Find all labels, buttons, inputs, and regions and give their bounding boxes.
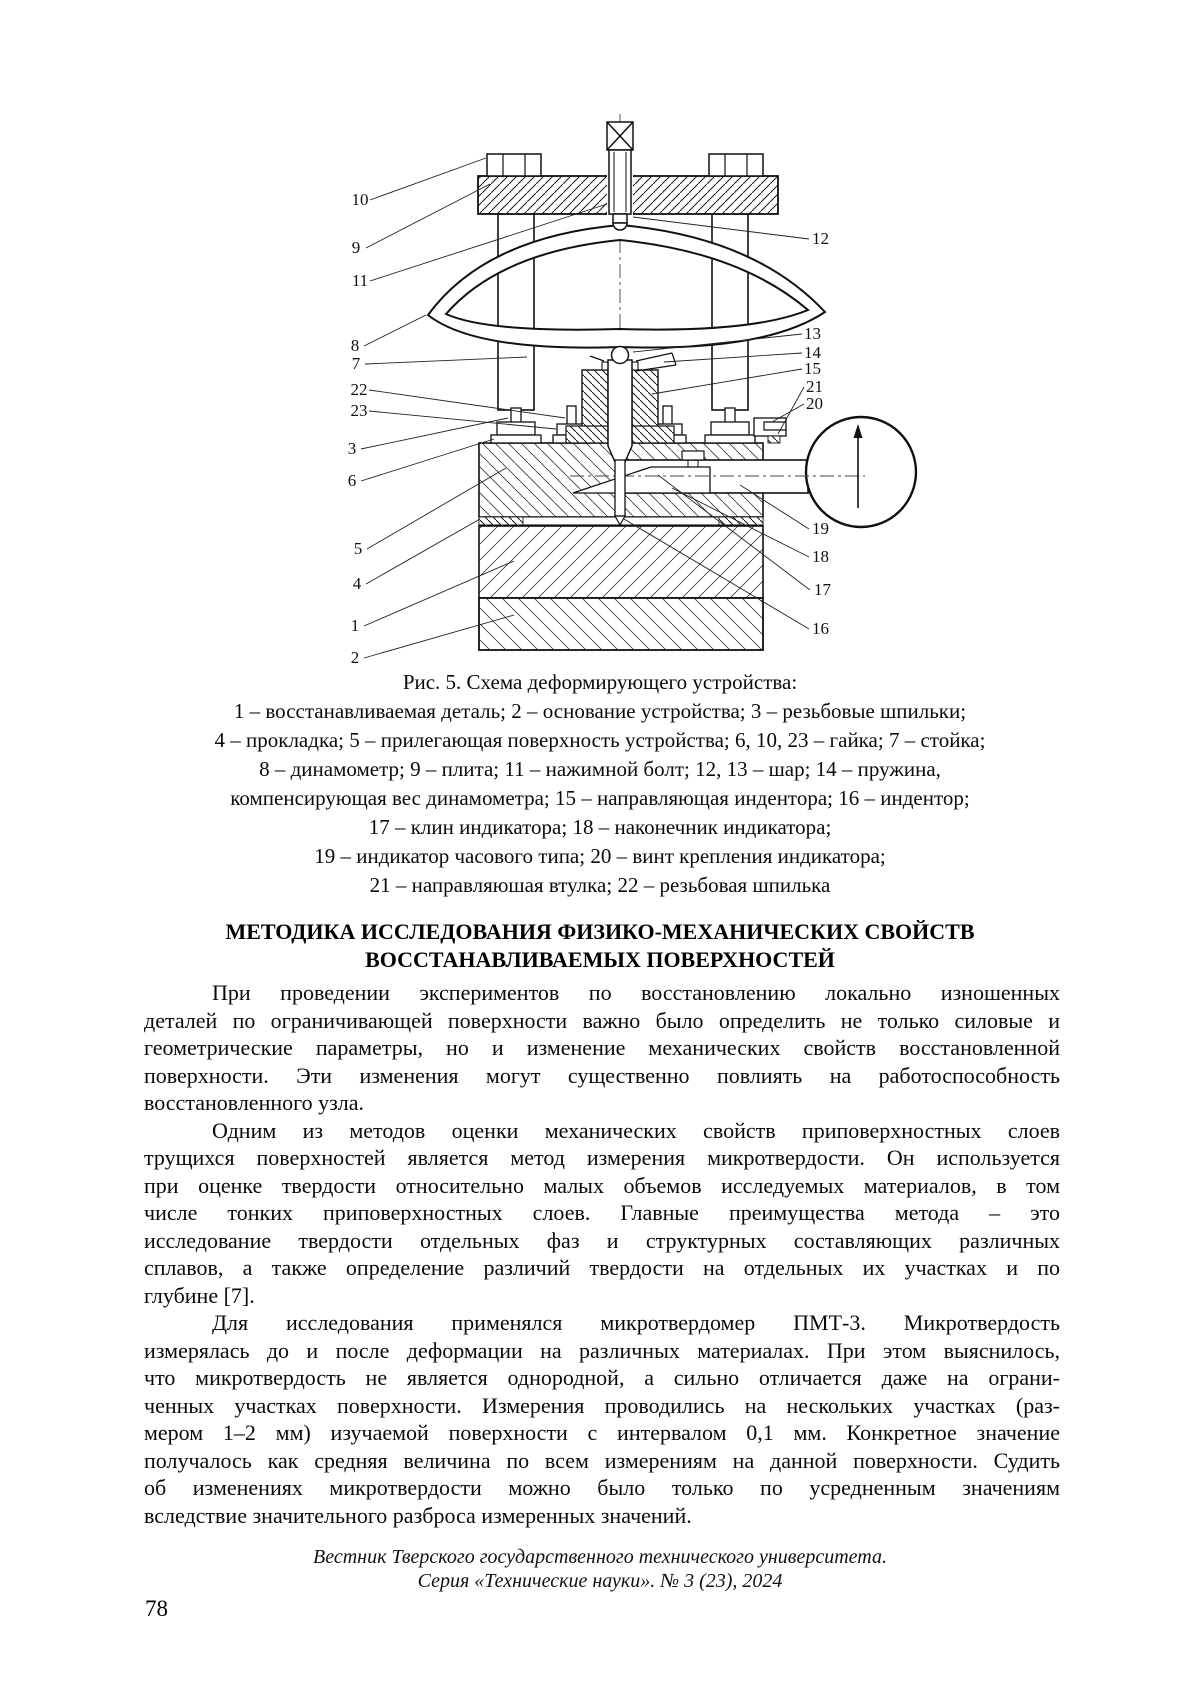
figure-callout-2: 2 <box>350 648 360 667</box>
figure-callout-5: 5 <box>353 539 363 558</box>
figure-callout-1: 1 <box>350 616 360 635</box>
base-block <box>479 598 763 650</box>
section-heading-line-2: ВОССТАНАВЛИВАЕМЫХ ПОВЕРХНОСТЕЙ <box>365 947 835 972</box>
figure-callout-18: 18 <box>812 547 829 566</box>
paragraph-line: ченных участках поверхности. Измерения проводились на нескольких участках (раз- <box>144 1392 1060 1418</box>
paragraph-line: поверхности. Эти изменения могут существенно повлиять на работоспособность <box>144 1062 1060 1088</box>
figure-callout-6: 6 <box>347 471 357 490</box>
figure-callout-22: 22 <box>350 380 368 399</box>
figure-callout-13: 13 <box>804 324 821 343</box>
paragraph-line: деталей по ограничивающей поверхности важно было определить не только силовые и <box>144 1007 1060 1033</box>
figure-callout-17: 17 <box>814 580 831 599</box>
section-heading <box>130 918 1070 974</box>
figure-callout-14: 14 <box>804 343 821 362</box>
figure-callout-8: 8 <box>350 336 360 355</box>
figure-callout-19: 19 <box>812 519 829 538</box>
paragraph-line: исследование твердости отдельных фаз и структурных составляющих различных <box>144 1227 1060 1253</box>
figure-callout-10: 10 <box>351 190 369 209</box>
indenter-rod <box>608 360 632 462</box>
figure-caption-legend <box>130 697 1070 900</box>
deforming-device-schematic <box>320 112 920 667</box>
pressure-screw <box>607 122 633 230</box>
figure-caption-line: 1 – восстанавливаемая деталь; 2 – основание устройства; 3 – резьбовые шпильки; <box>233 699 967 723</box>
figure-caption <box>130 668 1070 900</box>
paragraph-line: при оценке твердости относительно малых объемов исследуемых материалов, в том <box>144 1172 1060 1198</box>
figure-callout-16: 16 <box>812 619 829 638</box>
lower-ball <box>612 347 629 364</box>
paragraph-line: трущихся поверхностей является метод измерения микротвердости. Он используется <box>144 1145 1060 1170</box>
paragraph-line: При проведении экспериментов по восстановлению локально изношенных <box>212 980 1060 1005</box>
paragraph-line: глубине [7]. <box>144 1282 255 1308</box>
paragraph-line: Одним из методов оценки механических свойств приповерхностных слоев <box>212 1117 1060 1143</box>
figure-callout-21: 21 <box>806 377 823 396</box>
journal-footer-line-1: Вестник Тверского государственного технического университета. <box>313 1546 887 1568</box>
figure-caption-line: 19 – индикатор часового типа; 20 – винт крепления индикатора; <box>314 844 886 868</box>
dynamometer-ring <box>428 225 825 348</box>
body-text <box>144 979 1060 1529</box>
journal-footer <box>130 1546 1070 1593</box>
paragraph-line: измерялась до и после деформации на различных материалах. При этом выяснилось, <box>144 1337 1060 1363</box>
figure-caption-line: 8 – динамометр; 9 – плита; 11 – нажимной болт; 12, 13 – шар; 14 – пружина, <box>259 757 941 781</box>
paragraph-line: восстановленного узла. <box>144 1090 365 1115</box>
paragraph-line: что микротвердость не является однородной, а сильно отличается даже на ограни- <box>144 1365 1060 1390</box>
figure-callout-9: 9 <box>351 238 361 257</box>
figure-caption-line: компенсирующая вес динамометра; 15 – направляющая индентора; 16 – индентор; <box>230 786 970 810</box>
indicator-bracket <box>754 418 786 443</box>
figure-caption-title: Рис. 5. Схема деформирующего устройства: <box>402 670 798 694</box>
figure-callout-3: 3 <box>347 439 357 458</box>
page-number: 78 <box>145 1596 168 1621</box>
figure-5 <box>320 112 920 667</box>
indenter-pin <box>615 460 625 516</box>
paragraph-line: об изменениях микротвердости можно было только по усредненным значениям <box>144 1475 1060 1500</box>
paragraph-line: геометрические параметры, но и изменение механических свойств восстановленной <box>144 1035 1060 1060</box>
paragraph-line: Для исследования применялся микротвердомер ПМТ-3. Микротвердость <box>212 1310 1060 1335</box>
figure-caption-line: 21 – направляюшая втулка; 22 – резьбовая шпилька <box>369 873 831 897</box>
paragraph-line: числе тонких приповерхностных слоев. Главные преимущества метода – это <box>144 1200 1060 1225</box>
figure-callout-7: 7 <box>351 354 361 373</box>
figure-callout-12: 12 <box>812 229 829 248</box>
figure-callout-20: 20 <box>806 394 823 413</box>
figure-caption-line: 17 – клин индикатора; 18 – наконечник индикатора; <box>368 815 832 839</box>
workpiece-block <box>479 526 763 598</box>
paragraph-line: мером 1–2 мм) изучаемой поверхности с интервалом 0,1 мм. Конкретное значение <box>144 1420 1060 1445</box>
paragraph-line: получалось как средняя величина по всем измерениям на данной поверхности. Судить <box>144 1447 1060 1473</box>
figure-caption-line: 4 – прокладка; 5 – прилегающая поверхность устройства; 6, 10, 23 – гайка; 7 – стойка; <box>214 728 986 752</box>
paragraph-line: сплавов, а также определение различий твердости на отдельных их участках и по <box>144 1255 1060 1280</box>
figure-callout-11: 11 <box>351 271 369 290</box>
figure-callout-15: 15 <box>804 359 821 378</box>
journal-footer-line-2: Серия «Технические науки». № 3 (23), 2024 <box>417 1569 783 1592</box>
figure-callout-23: 23 <box>350 401 368 420</box>
paragraph-line: вследствие значительного разброса измеренных значений. <box>144 1502 692 1528</box>
figure-callout-4: 4 <box>352 574 362 593</box>
section-heading-line-1: МЕТОДИКА ИССЛЕДОВАНИЯ ФИЗИКО-МЕХАНИЧЕСКИХ СВОЙСТВ <box>225 919 975 944</box>
